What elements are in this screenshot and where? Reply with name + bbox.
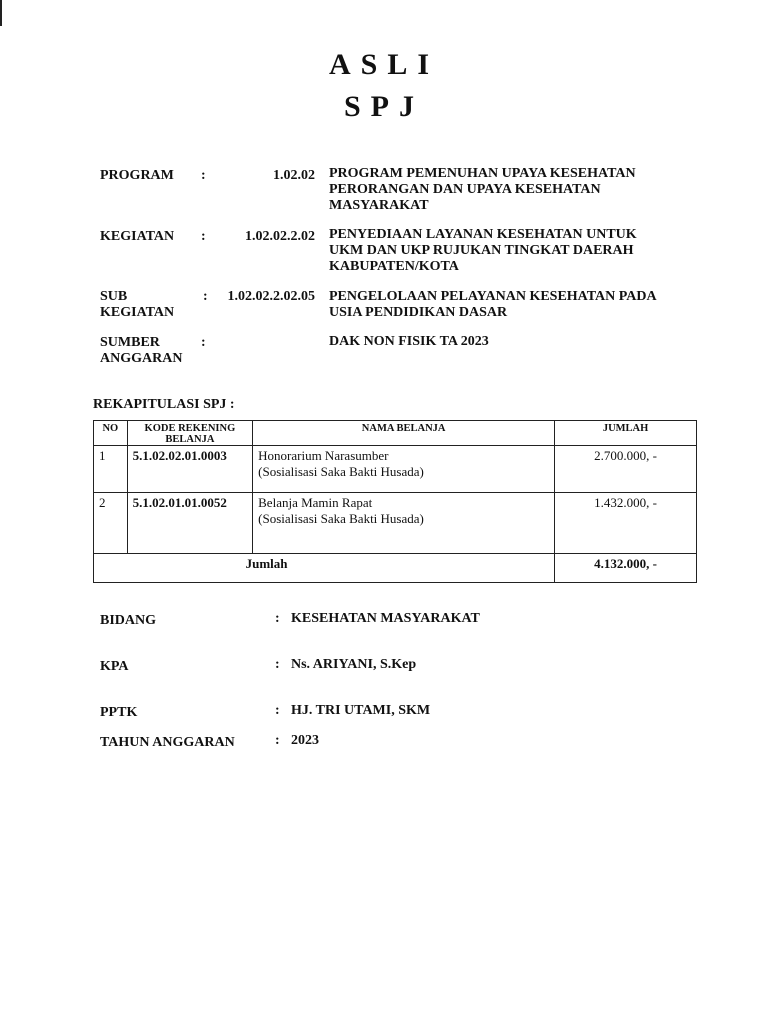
row-kode: 5.1.02.02.01.0003	[127, 446, 252, 493]
sumber-anggaran-label-line: ANGGARAN	[100, 351, 183, 366]
row-no: 1	[94, 446, 128, 493]
kegiatan-description	[329, 227, 709, 275]
row-nama-line: (Sosialisasi Saka Bakti Husada)	[258, 464, 424, 479]
sumber-anggaran-label	[100, 335, 200, 367]
row-nama-line: Honorarium Narasumber	[258, 448, 389, 463]
scan-edge-mark	[0, 0, 2, 26]
kpa-value: Ns. ARIYANI, S.Kep	[291, 657, 417, 672]
tahun-anggaran-label: TAHUN ANGGARAN	[100, 735, 235, 750]
title-spj: SPJ	[343, 90, 424, 123]
sub-kegiatan-desc-line: USIA PENDIDIKAN DASAR	[329, 305, 508, 320]
pptk-label: PPTK	[100, 705, 138, 720]
tahun-anggaran-value: 2023	[291, 733, 319, 748]
kpa-label: KPA	[100, 659, 129, 674]
program-desc-line: MASYARAKAT	[329, 198, 429, 213]
tahun-anggaran-colon: :	[275, 733, 280, 748]
program-code: 1.02.02	[273, 168, 315, 183]
sumber-anggaran-colon: :	[201, 335, 206, 350]
table-row	[94, 446, 697, 493]
header-nama-belanja: NAMA BELANJA	[253, 421, 555, 446]
kegiatan-colon: :	[201, 229, 206, 244]
total-row	[94, 554, 697, 583]
table-header-row	[94, 421, 697, 446]
kegiatan-desc-line: PENYEDIAAN LAYANAN KESEHATAN UNTUK	[329, 227, 637, 242]
header-no: NO	[94, 421, 128, 446]
bidang-label: BIDANG	[100, 613, 157, 628]
row-nama-line: Belanja Mamin Rapat	[258, 495, 373, 510]
sub-kegiatan-label	[100, 289, 200, 321]
program-label: PROGRAM	[100, 168, 174, 183]
program-colon: :	[201, 168, 206, 183]
kpa-colon: :	[275, 657, 280, 672]
pptk-colon: :	[275, 703, 280, 718]
row-no: 2	[94, 493, 128, 554]
row-kode: 5.1.02.01.01.0052	[127, 493, 252, 554]
kegiatan-desc-line: KABUPATEN/KOTA	[329, 259, 459, 274]
title-asli: ASLI	[328, 48, 440, 81]
rekapitulasi-title: REKAPITULASI SPJ :	[93, 397, 235, 412]
program-description	[329, 166, 709, 214]
kegiatan-desc-line: UKM DAN UKP RUJUKAN TINGKAT DAERAH	[329, 243, 634, 258]
row-jumlah: 2.700.000, -	[555, 446, 697, 493]
sub-kegiatan-description	[329, 289, 709, 321]
row-jumlah: 1.432.000, -	[555, 493, 697, 554]
header-jumlah: JUMLAH	[555, 421, 697, 446]
row-nama-line: (Sosialisasi Saka Bakti Husada)	[258, 511, 424, 526]
sub-kegiatan-desc-line: PENGELOLAAN PELAYANAN KESEHATAN PADA	[329, 289, 657, 304]
header-kode-rekening: KODE REKENING BELANJA	[127, 421, 252, 446]
kegiatan-code: 1.02.02.2.02	[245, 229, 315, 244]
sub-kegiatan-colon: :	[203, 289, 208, 304]
program-desc-line: PERORANGAN DAN UPAYA KESEHATAN	[329, 182, 601, 197]
bidang-colon: :	[275, 611, 280, 626]
sub-kegiatan-code: 1.02.02.2.02.05	[227, 289, 315, 304]
kegiatan-label: KEGIATAN	[100, 229, 175, 244]
bidang-value: KESEHATAN MASYARAKAT	[291, 611, 480, 626]
total-value: 4.132.000, -	[555, 554, 697, 583]
sumber-anggaran-label-line: SUMBER	[100, 335, 160, 350]
pptk-value: HJ. TRI UTAMI, SKM	[291, 703, 431, 718]
sub-kegiatan-label-line: SUB	[100, 289, 128, 304]
sumber-anggaran-value: DAK NON FISIK TA 2023	[329, 334, 489, 349]
sub-kegiatan-label-line: KEGIATAN	[100, 305, 175, 320]
rekap-table	[93, 420, 697, 583]
program-desc-line: PROGRAM PEMENUHAN UPAYA KESEHATAN	[329, 166, 636, 181]
total-label: Jumlah	[94, 554, 555, 583]
table-row	[94, 493, 697, 554]
row-nama	[253, 446, 555, 493]
row-nama	[253, 493, 555, 554]
